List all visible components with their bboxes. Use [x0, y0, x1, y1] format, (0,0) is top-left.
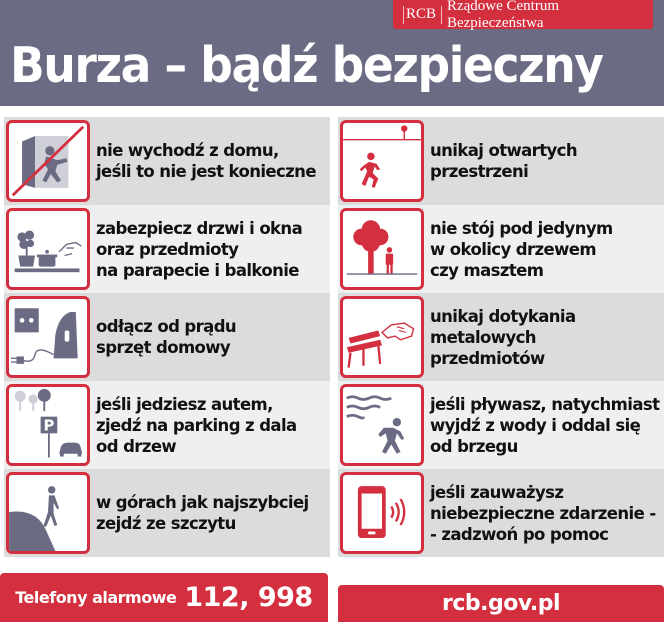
item-line: w górach jak najszybciej	[96, 493, 309, 512]
phones-numbers: 112, 998	[184, 582, 313, 613]
item-line: sprzęt domowy	[96, 338, 231, 357]
badge-divider	[441, 6, 442, 24]
list-item	[4, 469, 330, 557]
item-line: niebezpieczne zdarzenie -	[430, 503, 656, 523]
item-line: unikaj otwartych	[430, 141, 577, 160]
metal-bench-hand-icon	[340, 296, 424, 378]
list-item	[4, 381, 330, 469]
item-line: zjedź na parking z dala	[96, 415, 297, 435]
item-line: unikaj dotykania	[430, 306, 576, 326]
badge-org-name: Rządowe Centrum Bezpieczeństwa	[446, 0, 560, 31]
item-text	[430, 117, 577, 205]
emergency-phones-banner	[0, 573, 328, 622]
unplug-iron-icon	[6, 296, 90, 378]
item-text	[96, 469, 309, 557]
tree-person-icon	[340, 208, 424, 290]
item-line: zabezpiecz drzwi i okna	[96, 218, 303, 238]
item-line: wyjdź z wody i oddal się	[430, 415, 641, 435]
phone-call-icon	[340, 472, 424, 554]
header-band	[0, 0, 664, 106]
mountain-descend-icon	[6, 472, 90, 554]
item-line: jeśli zauważysz	[430, 482, 564, 502]
badge-abbr: RCB	[405, 6, 436, 22]
item-line: nie stój pod jedynym	[430, 218, 613, 238]
item-text	[430, 469, 656, 557]
item-line: - zadzwoń po pomoc	[430, 524, 609, 544]
list-item	[338, 469, 664, 557]
list-item	[338, 381, 664, 469]
item-line: oraz przedmioty	[96, 239, 239, 259]
item-line: jeśli to nie jest konieczne	[96, 162, 316, 181]
item-line: przestrzeni	[430, 162, 529, 181]
item-text	[96, 117, 316, 205]
left-column	[4, 117, 330, 557]
svg-text:P: P	[43, 417, 55, 435]
list-item	[4, 117, 330, 205]
item-line: nie wychodź z domu,	[96, 141, 279, 160]
item-text	[96, 293, 236, 381]
website-url[interactable]: rcb.gov.pl	[441, 591, 561, 616]
item-line: jeśli pływasz, natychmiast	[430, 394, 660, 414]
right-column	[338, 117, 664, 557]
website-link[interactable]	[338, 585, 664, 622]
item-line: od brzegu	[430, 436, 518, 456]
item-line: od drzew	[96, 436, 177, 456]
item-line: zejdź ze szczytu	[96, 514, 236, 533]
parking-away-from-trees-icon	[6, 384, 90, 466]
item-line: metalowych	[430, 327, 536, 347]
item-line: w okolicy drzewem	[430, 239, 596, 259]
list-item	[338, 293, 664, 381]
rcb-badge	[393, 0, 653, 29]
item-line: jeśli jedziesz autem,	[96, 394, 273, 414]
windowsill-items-icon	[6, 208, 90, 290]
item-text	[96, 205, 302, 293]
item-text	[96, 381, 297, 469]
page-title: Burza – bądź bezpieczny	[10, 37, 603, 94]
no-exit-door-icon	[6, 120, 90, 202]
swimmer-leave-water-icon	[340, 384, 424, 466]
list-item	[4, 293, 330, 381]
item-line: na parapecie i balkonie	[96, 260, 299, 280]
list-item	[338, 205, 664, 293]
item-text	[430, 293, 576, 381]
badge-divider	[403, 6, 404, 24]
item-text	[430, 205, 613, 293]
item-line: przedmiotów	[430, 348, 545, 368]
list-item	[338, 117, 664, 205]
item-line: czy masztem	[430, 260, 544, 280]
phones-label: Telefony alarmowe	[15, 588, 177, 607]
open-space-runner-icon	[340, 120, 424, 202]
list-item	[4, 205, 330, 293]
item-text	[430, 381, 659, 469]
item-line: odłącz od prądu	[96, 317, 237, 336]
